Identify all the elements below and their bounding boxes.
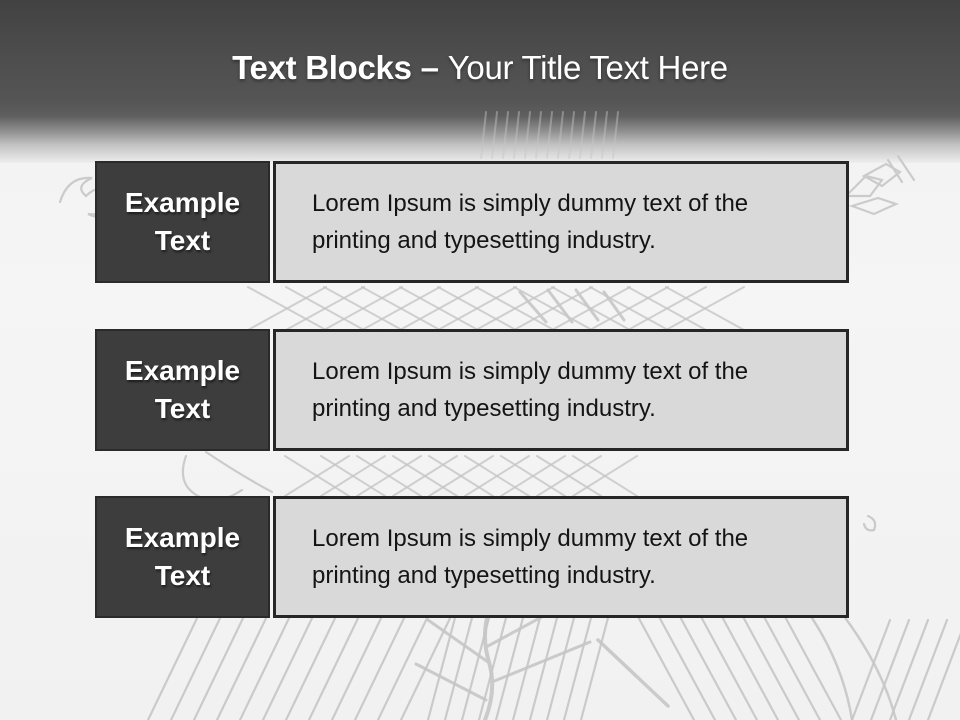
title-separator: – xyxy=(420,49,439,86)
text-block-row xyxy=(95,161,849,283)
example-label: Example Text xyxy=(124,522,241,591)
text-block-row xyxy=(95,329,849,451)
body-text-box xyxy=(273,329,849,451)
example-label-box xyxy=(95,496,270,618)
body-text-line: printing and typesetting industry. xyxy=(312,395,656,422)
example-label-box xyxy=(95,161,270,283)
text-block-row xyxy=(95,496,849,618)
body-text-line: printing and typesetting industry. xyxy=(312,227,656,254)
title-emphasis: Text Blocks xyxy=(232,49,412,86)
title-regular: Your Title Text Here xyxy=(447,49,728,86)
sketch-right-scribble xyxy=(846,156,914,214)
body-text-box xyxy=(273,496,849,618)
example-label: Example Text xyxy=(124,355,241,424)
slide-title xyxy=(0,49,960,87)
body-text-line: Lorem Ipsum is simply dummy text of the xyxy=(312,525,749,552)
example-label: Example Text xyxy=(124,187,241,256)
body-text-box xyxy=(273,161,849,283)
body-text-line: printing and typesetting industry. xyxy=(312,562,656,589)
example-label-box xyxy=(95,329,270,451)
body-text-line: Lorem Ipsum is simply dummy text of the xyxy=(312,358,749,385)
body-text-line: Lorem Ipsum is simply dummy text of the xyxy=(312,190,749,217)
